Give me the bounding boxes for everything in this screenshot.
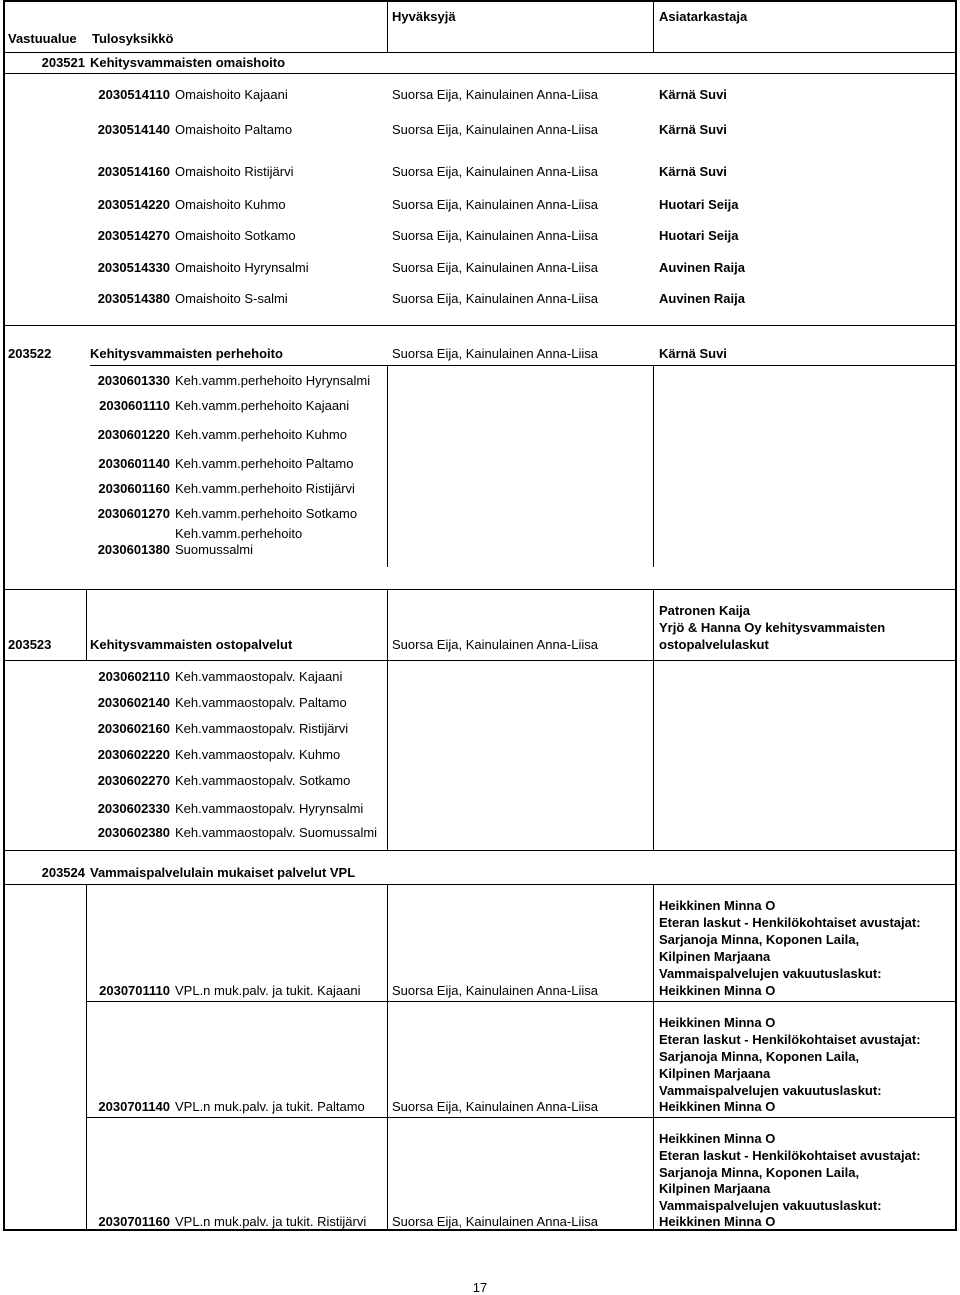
- checker-line: Patronen Kaija: [659, 603, 751, 618]
- checker-line: Vammaispalvelujen vakuutuslaskut:: [659, 1083, 882, 1098]
- row-divider: [3, 73, 957, 74]
- approver: Suorsa Eija, Kainulainen Anna-Liisa: [392, 87, 598, 102]
- col-divider: [653, 884, 654, 1230]
- section-code: 203522: [8, 346, 52, 361]
- cost-center-name: VPL.n muk.palv. ja tukit. Ristijärvi: [175, 1214, 367, 1229]
- checker-line: Kilpinen Marjaana: [659, 1181, 771, 1196]
- cost-center-code: 2030701140: [98, 1099, 170, 1114]
- col-divider: [387, 365, 388, 567]
- col-divider: [86, 884, 87, 1230]
- row-divider: [3, 660, 957, 661]
- header-col-divider: [387, 0, 388, 52]
- cost-center-code: 2030602380: [97, 825, 170, 840]
- cost-center-code: 2030514110: [98, 87, 170, 102]
- cost-center-name: Keh.vammaostopalv. Paltamo: [175, 695, 347, 710]
- cost-center-code: 2030602220: [97, 747, 170, 762]
- checker-line: Heikkinen Minna O: [659, 1131, 776, 1146]
- approver: Suorsa Eija, Kainulainen Anna-Liisa: [392, 637, 598, 652]
- checker-line: Sarjanoja Minna, Koponen Laila,: [659, 1165, 860, 1180]
- approver: Suorsa Eija, Kainulainen Anna-Liisa: [392, 260, 598, 275]
- header-tulosyksikko: Tulosyksikkö: [92, 31, 174, 46]
- cost-center-code: 2030602110: [98, 669, 170, 684]
- checker: Auvinen Raija: [659, 260, 745, 275]
- section-code: 203521: [41, 55, 85, 70]
- cost-center-code: 2030514220: [97, 197, 170, 212]
- cost-center-code: 2030602270: [97, 773, 170, 788]
- checker-line: Heikkinen Minna O: [659, 983, 776, 998]
- col-divider: [653, 589, 654, 661]
- col-divider: [653, 660, 654, 850]
- checker-line: Kilpinen Marjaana: [659, 1066, 771, 1081]
- header-divider: [3, 52, 957, 53]
- checker: Huotari Seija: [659, 228, 739, 243]
- cost-center-code: 2030601140: [98, 456, 170, 471]
- approver: Suorsa Eija, Kainulainen Anna-Liisa: [392, 346, 598, 361]
- checker-line: Vammaispalvelujen vakuutuslaskut:: [659, 966, 882, 981]
- header-vastuualue: Vastuualue: [8, 31, 77, 46]
- cost-center-name: Keh.vamm.perhehoito Sotkamo: [175, 506, 358, 521]
- approver: Suorsa Eija, Kainulainen Anna-Liisa: [392, 983, 598, 998]
- cost-center-code: 2030701110: [99, 983, 170, 998]
- section-divider: [3, 325, 957, 326]
- cost-center-name: Omaishoito Paltamo: [175, 122, 293, 137]
- row-divider: [86, 1001, 957, 1002]
- cost-center-name: Keh.vammaostopalv. Kajaani: [175, 669, 343, 684]
- cost-center-name: Omaishoito Kuhmo: [175, 197, 286, 212]
- cost-center-name-line1: Keh.vamm.perhehoito: [175, 526, 303, 541]
- section-name: Kehitysvammaisten perhehoito: [90, 346, 283, 361]
- row-divider: [86, 1117, 957, 1118]
- section-name: Kehitysvammaisten omaishoito: [90, 55, 286, 70]
- approver: Suorsa Eija, Kainulainen Anna-Liisa: [392, 197, 598, 212]
- cost-center-code: 2030601330: [97, 373, 170, 388]
- checker-line: Vammaispalvelujen vakuutuslaskut:: [659, 1198, 882, 1213]
- cost-center-code: 2030514270: [97, 228, 170, 243]
- col-divider: [387, 589, 388, 661]
- checker-line: Kilpinen Marjaana: [659, 949, 771, 964]
- cost-center-code: 2030514140: [97, 122, 170, 137]
- cost-center-name: Omaishoito Ristijärvi: [175, 164, 294, 179]
- cost-center-name: Keh.vamm.perhehoito Paltamo: [175, 456, 354, 471]
- row-divider: [3, 884, 957, 885]
- cost-center-code: 2030701160: [98, 1214, 170, 1229]
- checker: Kärnä Suvi: [659, 346, 727, 361]
- header-col-divider: [653, 0, 654, 52]
- checker-line: Eteran laskut - Henkilökohtaiset avustajat:: [659, 1148, 921, 1163]
- cost-center-name: VPL.n muk.palv. ja tukit. Paltamo: [175, 1099, 365, 1114]
- checker: Kärnä Suvi: [659, 87, 727, 102]
- cost-center-code: 2030601110: [99, 398, 170, 413]
- section-name: Kehitysvammaisten ostopalvelut: [90, 637, 293, 652]
- checker-line: Eteran laskut - Henkilökohtaiset avustajat:: [659, 1032, 921, 1047]
- cost-center-code: 2030514380: [97, 291, 170, 306]
- cost-center-code: 2030602160: [97, 721, 170, 736]
- cost-center-name: Omaishoito Hyrynsalmi: [175, 260, 309, 275]
- cost-center-name: Keh.vammaostopalv. Suomussalmi: [175, 825, 378, 840]
- cost-center-code: 2030601270: [97, 506, 170, 521]
- cost-center-name: Omaishoito S-salmi: [175, 291, 288, 306]
- cost-center-code: 2030601160: [98, 481, 170, 496]
- cost-center-code: 2030514160: [97, 164, 170, 179]
- row-divider: [90, 365, 957, 366]
- approver: Suorsa Eija, Kainulainen Anna-Liisa: [392, 1099, 598, 1114]
- cost-center-name: Keh.vammaostopalv. Hyrynsalmi: [175, 801, 364, 816]
- checker: Kärnä Suvi: [659, 122, 727, 137]
- cost-center-code: 2030602140: [97, 695, 170, 710]
- checker: Kärnä Suvi: [659, 164, 727, 179]
- checker-line: Eteran laskut - Henkilökohtaiset avustajat:: [659, 915, 921, 930]
- section-code: 203523: [8, 637, 52, 652]
- approver: Suorsa Eija, Kainulainen Anna-Liisa: [392, 228, 598, 243]
- checker: Huotari Seija: [659, 197, 739, 212]
- checker-line: Sarjanoja Minna, Koponen Laila,: [659, 1049, 860, 1064]
- cost-center-name: Keh.vammaostopalv. Ristijärvi: [175, 721, 349, 736]
- cost-center-name: Keh.vammaostopalv. Sotkamo: [175, 773, 351, 788]
- approver: Suorsa Eija, Kainulainen Anna-Liisa: [392, 122, 598, 137]
- checker-line: Heikkinen Minna O: [659, 1099, 776, 1114]
- cost-center-name: Keh.vamm.perhehoito Kajaani: [175, 398, 350, 413]
- cost-center-code: 2030601380: [97, 542, 170, 557]
- section-divider: [3, 589, 957, 590]
- page-number: 17: [472, 1280, 488, 1295]
- cost-center-name: Keh.vamm.perhehoito Kuhmo: [175, 427, 347, 442]
- col-divider: [653, 365, 654, 567]
- col-divider: [387, 884, 388, 1230]
- cost-center-name: Keh.vamm.perhehoito Hyrynsalmi: [175, 373, 371, 388]
- cost-center-name-line2: Suomussalmi: [175, 542, 254, 557]
- cost-center-code: 2030602330: [97, 801, 170, 816]
- checker: Auvinen Raija: [659, 291, 745, 306]
- section-divider: [3, 850, 957, 851]
- approver: Suorsa Eija, Kainulainen Anna-Liisa: [392, 291, 598, 306]
- cost-center-name: Keh.vamm.perhehoito Ristijärvi: [175, 481, 355, 496]
- cost-center-name: VPL.n muk.palv. ja tukit. Kajaani: [175, 983, 361, 998]
- cost-center-code: 2030601220: [97, 427, 170, 442]
- section-name: Vammaispalvelulain mukaiset palvelut VPL: [90, 865, 356, 880]
- header-asiatarkastaja: Asiatarkastaja: [659, 9, 748, 24]
- cost-center-name: Omaishoito Kajaani: [175, 87, 288, 102]
- col-divider: [86, 589, 87, 661]
- cost-center-code: 2030514330: [97, 260, 170, 275]
- checker-line: Heikkinen Minna O: [659, 1214, 776, 1229]
- header-hyvaksyja: Hyväksyjä: [392, 9, 456, 24]
- checker-line: Heikkinen Minna O: [659, 898, 776, 913]
- cost-center-name: Keh.vammaostopalv. Kuhmo: [175, 747, 341, 762]
- cost-center-name: Omaishoito Sotkamo: [175, 228, 296, 243]
- col-divider: [387, 660, 388, 850]
- checker-line: ostopalvelulaskut: [659, 637, 769, 652]
- approver: Suorsa Eija, Kainulainen Anna-Liisa: [392, 1214, 598, 1229]
- section-code: 203524: [41, 865, 85, 880]
- checker-line: Heikkinen Minna O: [659, 1015, 776, 1030]
- approver: Suorsa Eija, Kainulainen Anna-Liisa: [392, 164, 598, 179]
- checker-line: Sarjanoja Minna, Koponen Laila,: [659, 932, 860, 947]
- checker-line: Yrjö & Hanna Oy kehitysvammaisten: [659, 620, 886, 635]
